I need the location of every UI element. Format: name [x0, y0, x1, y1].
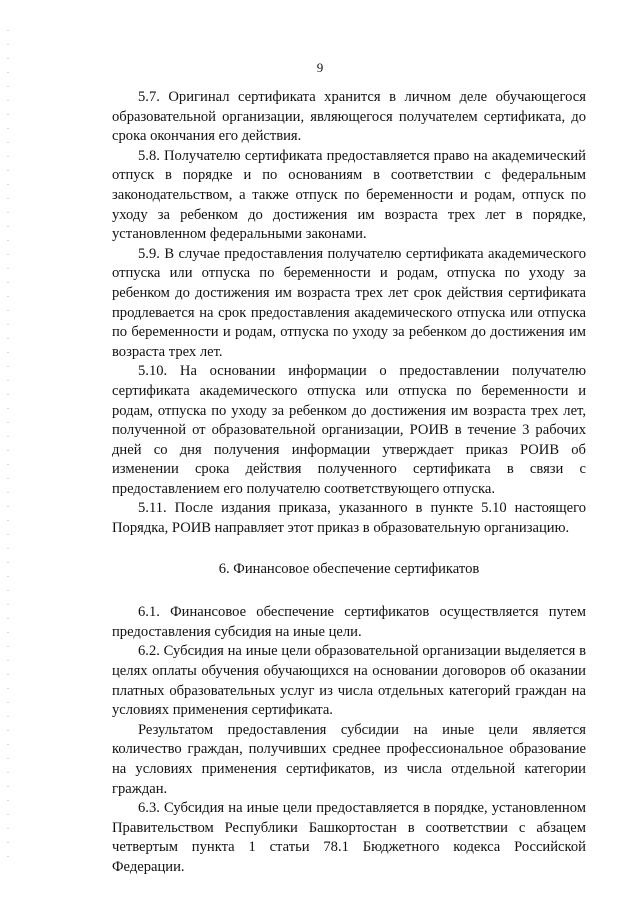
paragraph-5-9: 5.9. В случае предоставления получателю сертификата академического отпуска или отпуска по беременности и родам, отпуска по уходу за ребенком до достижения им возраста трех лет срок действия сертификата продлевается на срок предоставления академического отпуска или отпуска по беременности и родам, отпуска по уходу за ребенком до достижения им возраста трех лет. [112, 245, 586, 360]
paragraph-6-2: 6.2. Субсидия на иные цели образовательной организации выделяется в целях оплаты обучения обучающихся на основании договоров об оказании платных образовательных услуг из числа отдельных категорий граждан на условиях применения сертификата. [112, 643, 586, 719]
paragraph-5-10: 5.10. На основании информации о предоставлении получателю сертификата академического отпуска или отпуска по беременности и родам, отпуска по уходу за ребенком до достижения им возраста трех лет, полученной от образовательной организации, РОИВ в течение 3 рабочих дней со дня получения информации утверждает приказ РОИВ об изменении срока действия полученного сертификата в связи с предоставлением его получателю соответствующего отпуска. [112, 363, 586, 497]
paragraph-5-11: 5.11. После издания приказа, указанного в пункте 5.10 настоящего Порядка, РОИВ направляет этот приказ в образовательную организацию. [112, 500, 586, 537]
paragraph-result: Результатом предоставления субсидии на иные цели является количество граждан, получивших среднее профессиональное образование на условиях применения сертификатов, из числа отдельной категории граждан. [112, 721, 586, 797]
section-heading: 6. Финансовое обеспечение сертификатов [218, 560, 480, 577]
document-body [112, 88, 586, 878]
binding-edge-marks [7, 30, 9, 870]
paragraph-5-8: 5.8. Получателю сертификата предоставляется право на академический отпуск в порядке и по основаниям в соответствии с федеральным законодательством, а также отпуск по беременности и родам, отпуск по уходу за ребенком до достижения им возраста трех лет в порядке, установленном федеральными законами. [112, 147, 586, 243]
paragraph-5-7: 5.7. Оригинал сертификата хранится в личном деле обучающегося образовательной организации, являющегося получателем сертификата, до срока окончания его действия. [112, 89, 586, 145]
paragraph-6-1: 6.1. Финансовое обеспечение сертификатов осуществляется путем предоставления субсидия на иные цели. [112, 604, 586, 640]
paragraph-6-3: 6.3. Субсидия на иные цели предоставляется в порядке, установленном Правительством Республики Башкортостан в соответствии с абзацем четвертым пункта 1 статьи 78.1 Бюджетного кодекса Российской Федерации. [112, 800, 586, 875]
page-number: 9 [316, 60, 324, 75]
